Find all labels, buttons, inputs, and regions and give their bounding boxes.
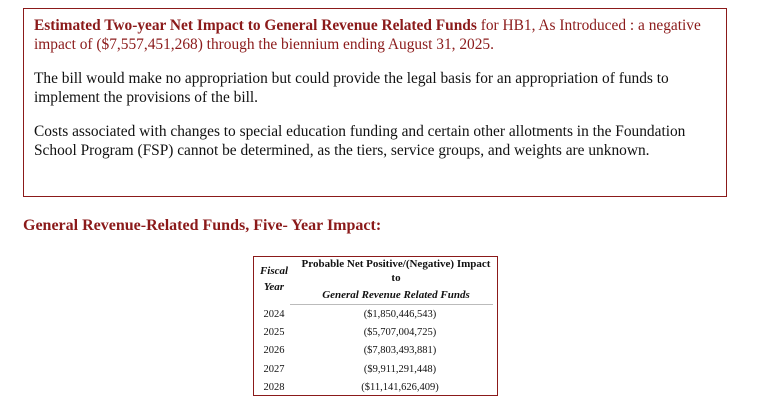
row-year: 2025 xyxy=(263,327,285,339)
impact-header-line2: to xyxy=(391,272,401,284)
appropriation-paragraph: The bill would make no appropriation but could provide the legal basis for an appropriation of funds to implement the provisions of the bill. xyxy=(34,70,669,106)
impact-summary-text: for HB1, As Introduced : a negative impact of ($7,557,451,268) through the biennium ending August 31, 2025. xyxy=(34,17,701,53)
table-row xyxy=(254,306,497,324)
fiscal-impact-box xyxy=(23,8,727,197)
row-amount: ($5,707,004,725) xyxy=(363,327,437,339)
row-year: 2026 xyxy=(263,345,285,357)
impact-summary-lead: Estimated Two-year Net Impact to General Revenue Related Funds xyxy=(34,17,477,34)
impact-header-line3: General Revenue Related Funds xyxy=(322,289,470,301)
header-divider xyxy=(290,304,493,305)
impact-header-line1: Probable Net Positive/(Negative) Impact xyxy=(301,258,491,270)
row-year: 2027 xyxy=(263,363,285,375)
row-year: 2024 xyxy=(263,309,285,320)
table-row xyxy=(254,342,497,360)
five-year-impact-heading: General Revenue-Related Funds, Five- Year Impact: xyxy=(23,217,382,234)
fiscal-year-header-line2: Year xyxy=(263,281,285,293)
costs-paragraph: Costs associated with changes to special education funding and certain other allotments in the Foundation School Program (FSP) cannot be determined, as the tiers, service groups, and weights are unknown. xyxy=(34,123,686,159)
table-body xyxy=(254,306,497,397)
impact-header xyxy=(294,257,498,302)
table-row xyxy=(254,361,497,379)
row-amount: ($1,850,446,543) xyxy=(363,309,437,320)
row-year: 2028 xyxy=(263,381,285,393)
five-year-impact-table xyxy=(253,256,498,396)
table-row xyxy=(254,324,497,342)
fiscal-year-header xyxy=(254,257,294,295)
row-amount: ($11,141,626,409) xyxy=(361,381,439,393)
table-row xyxy=(254,379,497,397)
row-amount: ($7,803,493,881) xyxy=(363,345,437,357)
row-amount: ($9,911,291,448) xyxy=(363,363,437,375)
fiscal-year-header-line1: Fiscal xyxy=(259,265,289,277)
impact-summary xyxy=(34,16,718,54)
